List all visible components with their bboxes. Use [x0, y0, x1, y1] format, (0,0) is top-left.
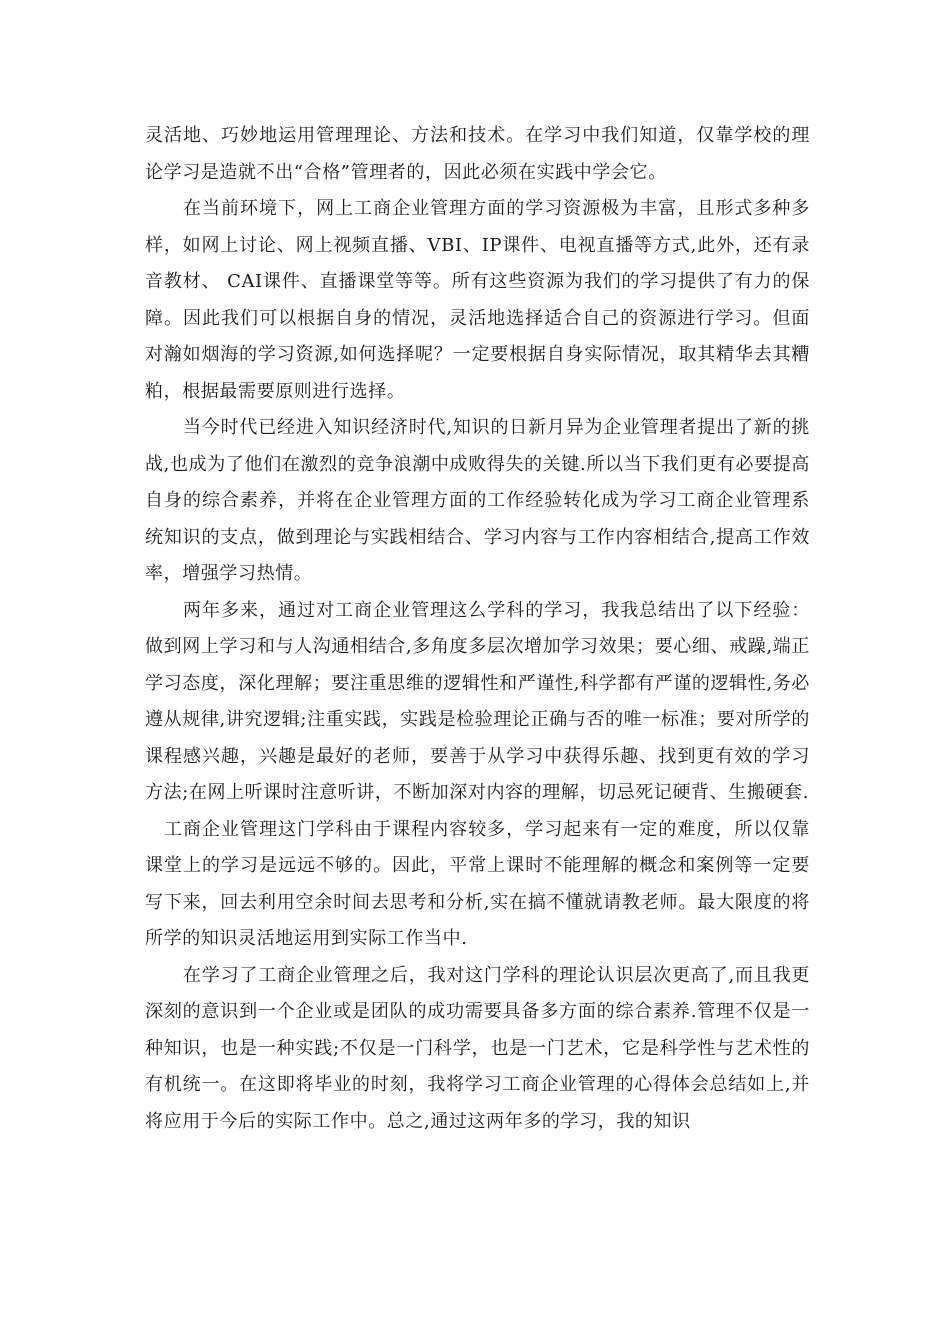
paragraph-1: 灵活地、巧妙地运用管理理论、方法和技术。在学习中我们知道，仅靠学校的理论学习是造就不出“合格”管理者的，因此必须在实践中学会它。 — [145, 125, 810, 183]
paragraph-4: 两年多来，通过对工商企业管理这么学科的学习，我我总结出了以下经验：做到网上学习和与人沟通相结合,多角度多层次增加学习效果；要心细、戒躁,端正学习态度，深化理解；要注重思维的逻辑性和严谨性,科学都有严谨的逻辑性,务必遵从规律,讲究逻辑;注重实践，实践是检验理论正确与否的唯一标准；要对所学的课程感兴趣，兴趣是最好的老师，要善于从学习中获得乐趣、找到更有效的学习方法;在网上听课时注意听讲，不断加深对内容的理解，切忌死记硬背、生搬硬套. — [145, 599, 810, 803]
document-body — [145, 118, 810, 1140]
paragraph-6: 在学习了工商企业管理之后，我对这门学科的理论认识层次更高了,而且我更深刻的意识到一个企业或是团队的成功需要具备多方面的综合素养.管理不仅是一种知识，也是一种实践;不仅是一门科学，也是一门艺术，它是科学性与艺术性的有机统一。在这即将毕业的时刻，我将学习工商企业管理的心得体会总结如上,并将应用于今后的实际工作中。总之,通过这两年多的学习，我的知识 — [145, 964, 810, 1132]
paragraph-5: 工商企业管理这门学科由于课程内容较多，学习起来有一定的难度，所以仅靠课堂上的学习是远远不够的。因此，平常上课时不能理解的概念和案例等一定要写下来，回去利用空余时间去思考和分析,实在搞不懂就请教老师。最大限度的将所学的知识灵活地运用到实际工作当中. — [145, 818, 810, 949]
paragraph-3: 当今时代已经进入知识经济时代,知识的日新月异为企业管理者提出了新的挑战,也成为了他们在激烈的竞争浪潮中成败得失的关键.所以当下我们更有必要提高自身的综合素养，并将在企业管理方面的工作经验转化成为学习工商企业管理系统知识的支点，做到理论与实践相结合、学习内容与工作内容相结合,提高工作效率，增强学习热情。 — [145, 417, 810, 584]
paragraph-2: 在当前环境下，网上工商企业管理方面的学习资源极为丰富，且形式多种多样，如网上讨论、网上视频直播、VBI、IP课件、电视直播等方式,此外，还有录音教材、 CAI课件、直播课堂等等。所有这些资源为我们的学习提供了有力的保障。因此我们可以根据自身的情况，灵活地选择适合自己的资源进行学习。但面对瀚如烟海的学习资源,如何选择呢？一定要根据自身实际情况，取其精华去其糟粕，根据最需要原则进行选择。 — [145, 198, 810, 402]
